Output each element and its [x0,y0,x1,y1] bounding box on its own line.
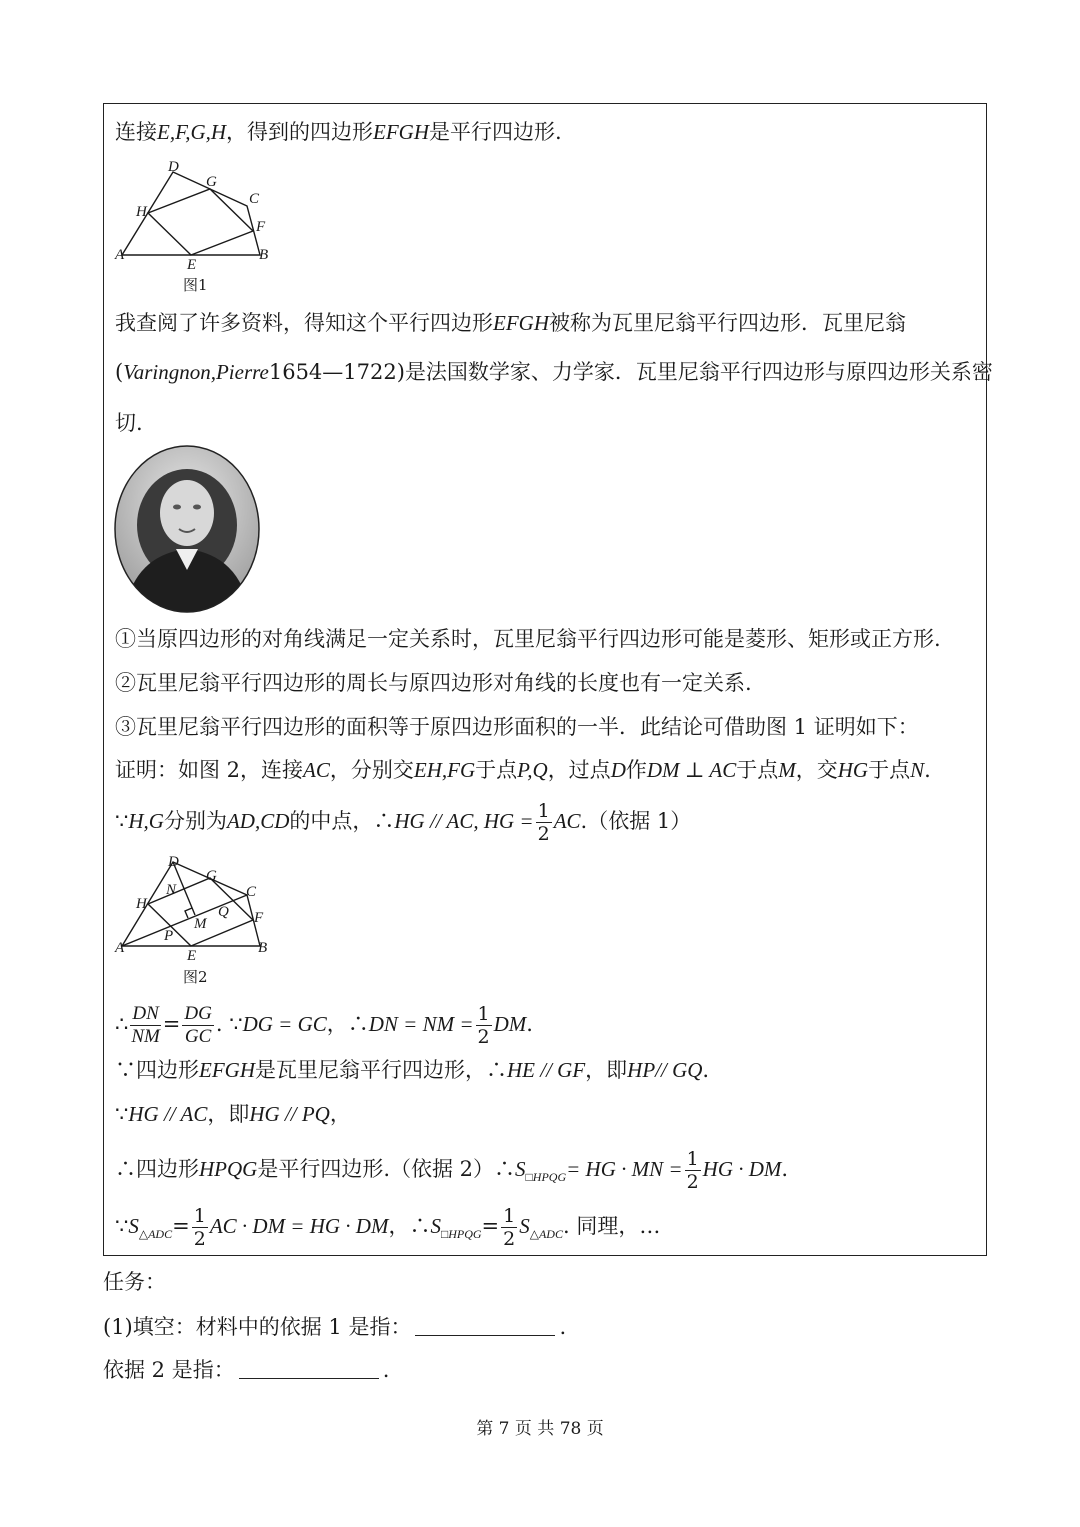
fig2-label-h: H [136,896,147,912]
para-line-2: (Varingnon,Pierre1654—1722)是法国数学家、力学家．瓦里尼翁平行四边形与原四边形关系密 [115,360,993,384]
fig2-label-b: B [258,940,268,956]
task-title: 任务： [103,1270,166,1294]
fig2-label-n: N [166,882,177,898]
fig2-label-a: A [115,940,125,956]
fig2-label-f: F [254,910,264,926]
fraction-half-4: $\frac{1}{2}$ [193,1205,206,1250]
derive-line-4: ∴四边形HPQG是平行四边形.（依据 $2)\therefore S_{□HPQG}=$ HG · MN = $\frac{1}{2}$ HG · DM. [115,1148,789,1193]
fig2-label-d: D [168,854,179,870]
point-1: ①当原四边形的对角线满足一定关系时，瓦里尼翁平行四边形可能是菱形、矩形或正方形. [115,627,941,651]
answer-blank-1[interactable] [415,1315,555,1336]
fig1-label-h: H [136,204,147,220]
answer-blank-2[interactable] [239,1358,379,1379]
derive-line-5: $\because S_{\triangle ADC}=$ $\frac{1}{2}$ AC · DM = HG · DM，$\therefore S_{□HPQG}=$ $\frac{1}{2}$ $S_{\triangle ADC}$. 同理，… [115,1205,661,1250]
fig1-label-c: C [249,191,260,207]
para-line-3: 切. [115,411,143,435]
task-q1: (1)填空：材料中的依据 1 是指： . [103,1315,567,1339]
fig1-label-e: E [187,257,197,273]
fig2-label-q: Q [218,904,229,920]
fig2-label-m: M [194,916,207,932]
point-3: ③瓦里尼翁平行四边形的面积等于原四边形面积的一半．此结论可借助图 1 证明如下： [115,715,919,739]
intro-line: 连接E,F,G,H，得到的四边形EFGH是平行四边形. [115,120,562,144]
derive-line-2: ∵四边形EFGH是瓦里尼翁平行四边形，∴HE // GF，即HP// GQ. [115,1058,710,1082]
derive-line-3: ∵HG // AC，即HG // PQ， [115,1102,351,1126]
derive-line-1: ∴ $\frac{DN}{NM}$ = $\frac{DG}{GC}$ . ∵DG = GC，∴DN = NM = $\frac{1}{2}$ DM. [115,1003,533,1048]
figure-1 [110,155,280,290]
fig1-label-g: G [206,174,217,190]
fraction-dg-gc: $\frac{DG}{GC}$ [184,1003,212,1047]
fig2-label-c: C [246,884,257,900]
fig1-label-d: D [168,159,179,175]
figure-2 [110,848,280,978]
fraction-half-3: $\frac{1}{2}$ [686,1148,699,1193]
fig2-label-p: P [164,928,174,944]
fig2-label-e: E [187,948,197,964]
para-line-1: 我查阅了许多资料，得知这个平行四边形EFGH被称为瓦里尼翁平行四边形．瓦里尼翁 [115,311,906,335]
fig2-caption: 图2 [183,968,208,986]
fraction-half-5: $\frac{1}{2}$ [503,1205,516,1250]
fig1-label-b: B [259,247,269,263]
portrait-image [114,445,260,613]
fraction-half: $\frac{1}{2}$ [537,800,550,845]
page-footer: 第 7 页 共 78 页 [476,1419,604,1439]
proof-line-1: 证明：如图 2，连接AC，分别交EH,FG于点P,Q，过点D作DM ⊥ AC于点M，交HG于点N. [115,758,931,782]
fig1-label-a: A [115,247,125,263]
task-q2: 依据 2 是指： . [103,1358,390,1382]
fig2-label-g: G [206,868,217,884]
fraction-dn-nm: $\frac{DN}{NM}$ [131,1003,160,1047]
quad-efgh [148,189,253,255]
proof-line-2: ∵H,G分别为AD,CD的中点，∴HG // AC, HG = $\frac{1}{2}$ AC.（依据 1） [115,800,692,845]
point-2: ②瓦里尼翁平行四边形的周长与原四边形对角线的长度也有一定关系. [115,671,752,695]
fig1-label-f: F [256,219,266,235]
fig1-caption: 图1 [183,276,208,294]
fig2-right-angle-mark [185,908,192,918]
fraction-half-2: $\frac{1}{2}$ [477,1003,490,1048]
